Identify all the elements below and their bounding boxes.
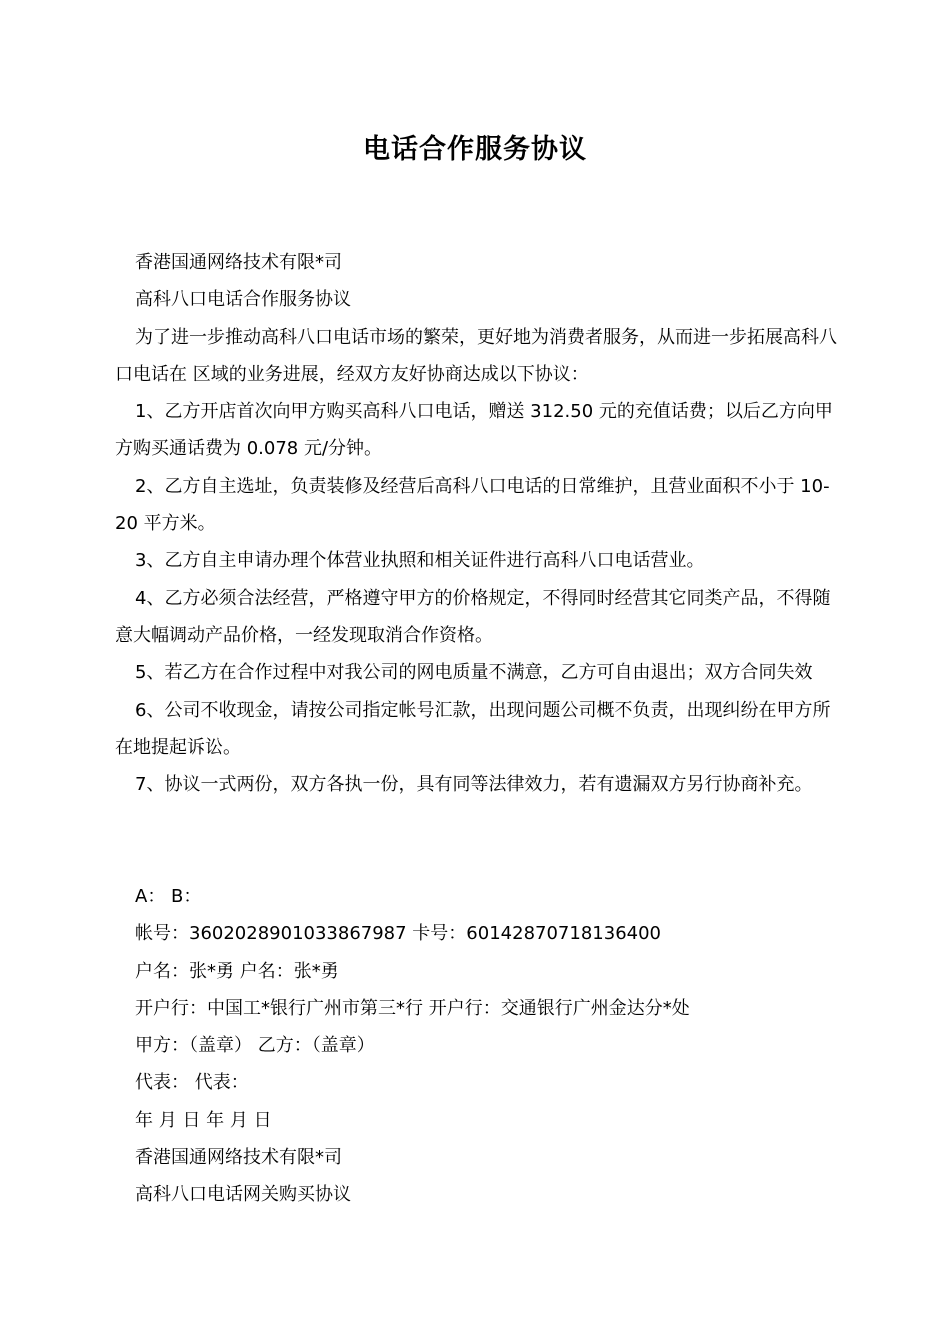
document-title: 电话合作服务协议 (363, 134, 587, 165)
clause-3: 3、乙方自主申请办理个体营业执照和相关证件进行高科八口电话营业。 (135, 550, 705, 572)
representative-line: 代表： 代表： (135, 1072, 249, 1094)
clause-7: 7、协议一式两份，双方各执一份，具有同等法律效力，若有遗漏双方另行协商补充。 (135, 774, 813, 796)
footer-company-name: 香港国通网络技术有限*司 (135, 1147, 342, 1169)
clause-1: 1、乙方开店首次向甲方购买高科八口电话，赠送 312.50 元的充值话费；以后乙方向甲方购买通话费为 0.078 元/分钟。 (115, 401, 833, 460)
signature-block (115, 878, 875, 1214)
bank-line: 开户行：中国工*银行广州市第三*行 开户行：交通银行广州金达分*处 (135, 997, 690, 1019)
seal-line: 甲方：（盖章） 乙方：（盖章） (135, 1035, 375, 1057)
account-holder-line: 户名：张*勇 户名：张*勇 (135, 960, 339, 982)
parties-line: A： B： (135, 886, 202, 907)
clause-6: 6、公司不收现金，请按公司指定帐号汇款，出现问题公司概不负责，出现纠纷在甲方所在地提起诉讼。 (115, 699, 831, 758)
clause-2: 2、乙方自主选址，负责装修及经营后高科八口电话的日常维护，且营业面积不小于 10-20 平方米。 (115, 475, 830, 535)
agreement-body (115, 244, 837, 803)
company-name: 香港国通网络技术有限*司 (135, 252, 342, 273)
account-line: 帐号：3602028901033867987 卡号：60142870718136400 (135, 923, 661, 945)
clause-4: 4、乙方必须合法经营，严格遵守甲方的价格规定，不得同时经营其它同类产品，不得随意大幅调动产品价格，一经发现取消合作资格。 (115, 587, 831, 646)
clause-5: 5、若乙方在合作过程中对我公司的网电质量不满意，乙方可自由退出；双方合同失效 (135, 662, 813, 684)
date-line: 年 月 日 年 月 日 (135, 1109, 272, 1131)
next-agreement-title: 高科八口电话网关购买协议 (135, 1184, 351, 1206)
intro-paragraph: 为了进一步推动高科八口电话市场的繁荣，更好地为消费者服务，从而进一步拓展高科八口电话在 区域的业务进展，经双方友好协商达成以下协议： (115, 326, 837, 385)
agreement-subtitle: 高科八口电话合作服务协议 (135, 289, 351, 311)
